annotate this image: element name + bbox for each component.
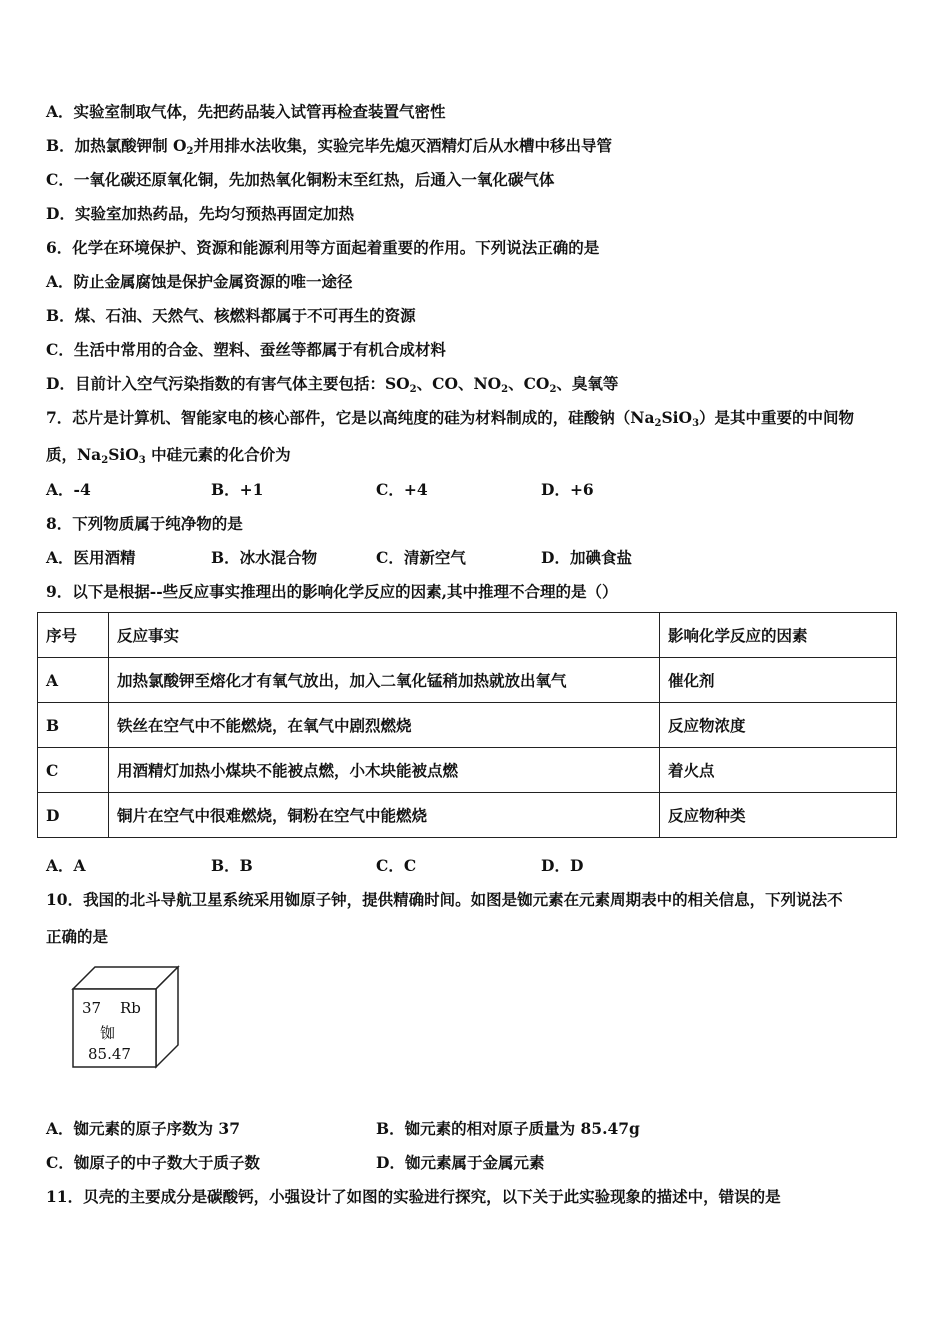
table-row <box>38 748 897 793</box>
element-tile-rubidium <box>70 965 180 1069</box>
q7-option-a: A．-4 <box>46 480 91 499</box>
q7-stem-line2: 质，$Na_2SiO_3$ 中硅元素的化合价为 <box>46 445 291 466</box>
table-cell: D <box>38 793 109 838</box>
table-header-cell: 序号 <box>38 613 109 658</box>
q11-stem: 11．贝壳的主要成分是碳酸钙，小强设计了如图的实验进行探究，以下关于此实验现象的描述中，错误的是 <box>46 1187 781 1206</box>
q9-table <box>37 612 897 838</box>
q5-option-b: B．加热氯酸钾制 $O_2$并用排水法收集，实验完毕先熄灭酒精灯后从水槽中移出导管 <box>46 136 612 157</box>
element-name: 铷 <box>100 1024 116 1042</box>
q5-option-d: D．实验室加热药品，先均匀预热再固定加热 <box>46 204 354 223</box>
table-header-cell: 反应事实 <box>109 613 660 658</box>
q9-option-c: C．C <box>376 856 417 875</box>
table-cell: 铜片在空气中很难燃烧，铜粉在空气中能燃烧 <box>109 793 660 838</box>
element-atomic-mass: 85.47 <box>88 1045 131 1063</box>
q8-option-a: A．医用酒精 <box>46 548 136 567</box>
table-cell: 用酒精灯加热小煤块不能被点燃，小木块能被点燃 <box>109 748 660 793</box>
table-cell: 反应物浓度 <box>660 703 897 748</box>
q6-option-c: C．生活中常用的合金、塑料、蚕丝等都属于有机合成材料 <box>46 340 446 359</box>
table-cell: 铁丝在空气中不能燃烧，在氧气中剧烈燃烧 <box>109 703 660 748</box>
table-row <box>38 793 897 838</box>
table-cell: 加热氯酸钾至熔化才有氧气放出，加入二氧化锰稍加热就放出氧气 <box>109 658 660 703</box>
q5-option-a: A．实验室制取气体，先把药品装入试管再检查装置气密性 <box>46 102 446 121</box>
q8-option-b: B．冰水混合物 <box>211 548 318 567</box>
table-header-cell: 影响化学反应的因素 <box>660 613 897 658</box>
q6-stem: 6．化学在环境保护、资源和能源利用等方面起着重要的作用。下列说法正确的是 <box>46 238 600 257</box>
q6-option-d: D．目前计入空气污染指数的有害气体主要包括：$SO_2$、CO、$NO_2$、$CO_2$、臭氧等 <box>46 374 619 395</box>
q6-option-b: B．煤、石油、天然气、核燃料都属于不可再生的资源 <box>46 306 416 325</box>
q8-stem: 8．下列物质属于纯净物的是 <box>46 514 243 533</box>
q10-stem-line2: 正确的是 <box>46 927 109 946</box>
q9-stem: 9．以下是根据--些反应事实推理出的影响化学反应的因素,其中推理不合理的是（） <box>46 582 618 601</box>
table-cell: 催化剂 <box>660 658 897 703</box>
table-row <box>38 658 897 703</box>
q7-option-d: D．+6 <box>541 480 594 499</box>
table-cell: A <box>38 658 109 703</box>
table-cell: B <box>38 703 109 748</box>
q7-stem-line1: 7．芯片是计算机、智能家电的核心部件，它是以高纯度的硅为材料制成的，硅酸钠$(Na_2SiO_3)$是其中重要的中间物 <box>46 408 855 429</box>
q9-option-b: B．B <box>211 856 253 875</box>
q10-stem-line1: 10．我国的北斗导航卫星系统采用铷原子钟，提供精确时间。如图是铷元素在元素周期表中的相关信息，下列说法不 <box>46 890 843 909</box>
q10-option-b: B．铷元素的相对原子质量为 85.47g <box>376 1119 640 1138</box>
q10-option-a: A．铷元素的原子序数为 37 <box>46 1119 240 1138</box>
element-atomic-number: 37 <box>82 999 102 1017</box>
q7-option-c: C．+4 <box>376 480 428 499</box>
q5-option-c: C．一氧化碳还原氧化铜，先加热氧化铜粉末至红热，后通入一氧化碳气体 <box>46 170 555 189</box>
q7-option-b: B．+1 <box>211 480 264 499</box>
table-cell: 着火点 <box>660 748 897 793</box>
q9-option-d: D．D <box>541 856 584 875</box>
table-row <box>38 703 897 748</box>
q9-option-a: A．A <box>46 856 86 875</box>
q10-option-c: C．铷原子的中子数大于质子数 <box>46 1153 260 1172</box>
q8-option-d: D．加碘食盐 <box>541 548 632 567</box>
q10-option-d: D．铷元素属于金属元素 <box>376 1153 545 1172</box>
table-header-row <box>38 613 897 658</box>
table-cell: C <box>38 748 109 793</box>
q8-option-c: C．清新空气 <box>376 548 466 567</box>
element-symbol: Rb <box>120 999 141 1017</box>
q6-option-a: A．防止金属腐蚀是保护金属资源的唯一途径 <box>46 272 353 291</box>
table-cell: 反应物种类 <box>660 793 897 838</box>
